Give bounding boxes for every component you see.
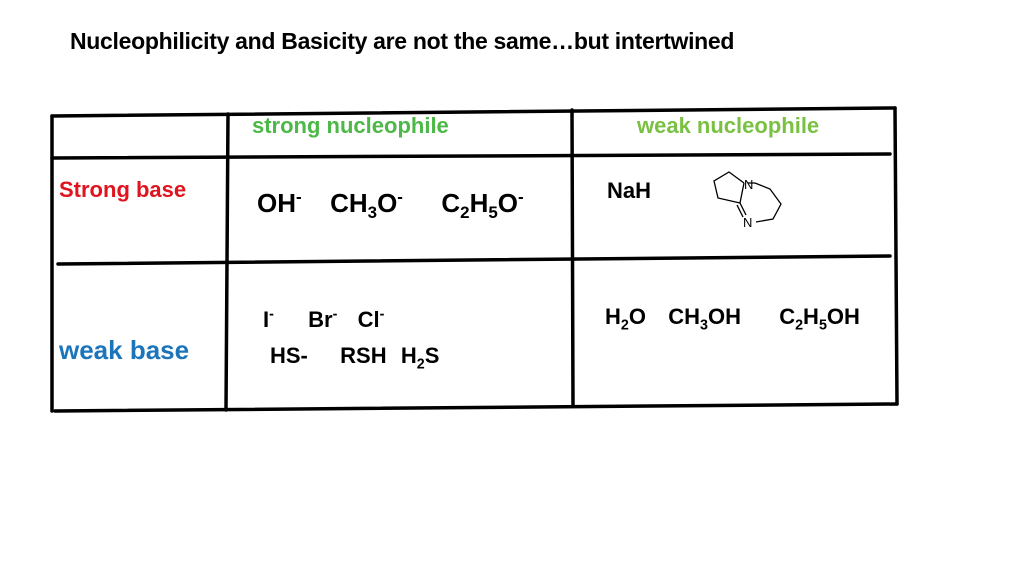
cell-weak-base-strong-nucleophile-line2 bbox=[270, 343, 440, 373]
formula-bromide: Br- bbox=[308, 306, 338, 332]
formula-water: $H_2O$ bbox=[605, 304, 646, 334]
header-weak-nucleophile: weak nucleophile bbox=[637, 113, 820, 138]
formula-methanol: $CH_3OH$ bbox=[668, 304, 741, 334]
formula-chloride: Cl- bbox=[357, 306, 385, 332]
header-strong-nucleophile: strong nucleophile bbox=[252, 113, 449, 138]
row-label-weak-base: weak base bbox=[59, 335, 190, 365]
atom-n1: N bbox=[744, 177, 754, 192]
formula-sodium-hydride: NaH bbox=[607, 178, 652, 203]
row-label-strong-base: Strong base bbox=[59, 177, 187, 202]
formula-ethanol: $C_2H_5OH$ bbox=[779, 304, 860, 334]
formula-hydrogen-sulfide: $H_2S$ bbox=[400, 343, 440, 373]
formula-hydrosulfide: HS- bbox=[270, 343, 308, 368]
formula-ethoxide: $C_2H_5O^-$ bbox=[441, 187, 524, 223]
atom-n2: N bbox=[743, 215, 753, 230]
formula-methoxide: $CH_3O^-$ bbox=[330, 187, 403, 223]
slide-title: Nucleophilicity and Basicity are not the same…but intertwined bbox=[70, 28, 735, 54]
formula-iodide: I- bbox=[263, 306, 274, 332]
formula-thiol: RSH bbox=[340, 343, 387, 368]
cell-weak-base-weak-nucleophile bbox=[605, 304, 860, 334]
formula-hydroxide: OH- bbox=[257, 187, 302, 218]
cell-weak-base-strong-nucleophile-line1 bbox=[263, 307, 384, 333]
